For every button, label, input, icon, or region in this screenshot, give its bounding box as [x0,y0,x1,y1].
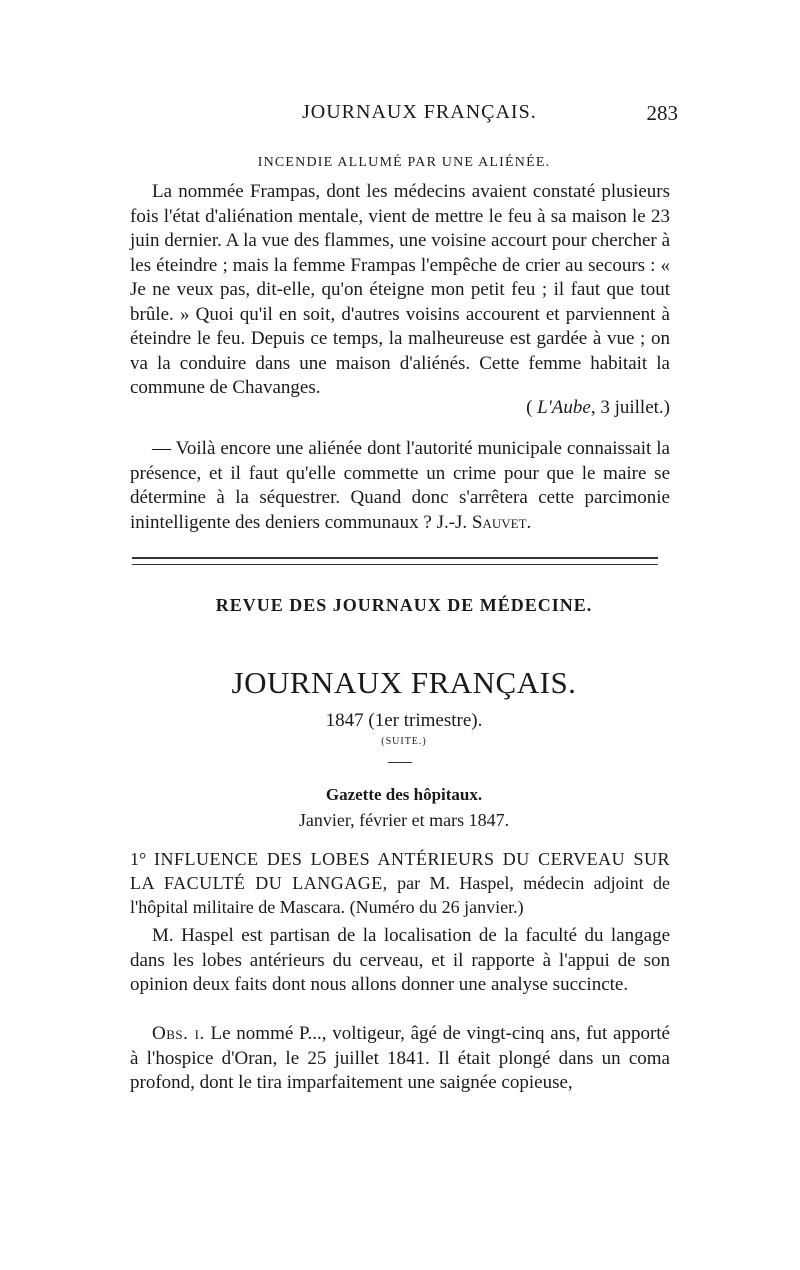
suite-label: (SUITE.) [381,736,427,747]
period-line: 1847 (1er trimestre). [325,710,483,731]
incendie-paragraph: La nommée Frampas, dont les médecins avaient constaté plusieurs fois l'état d'aliénation mentale, vient de mettre le feu à sa maison le 23 juin dernier. A la vue des flammes, une voisine accourt pour chercher à les éteindre ; mais la femme Frampas l'empêche de crier au secours : « Je ne veux pas, dit-elle, qu'on éteigne mon petit feu ; il faut que tout brûle. » Quoi qu'il en soit, d'autres voisins accourent et parviennent à éteindre le feu. Depuis ce temps, la malheureuse est gardée à vue ; on va la conduire dans une maison d'aliénés. Cette femme habitait la commune de Chavanges. [130,181,670,398]
article-heading-rest: par M. Haspel, médecin adjoint de l'hôpital militaire de Mascara. (Numéro du 26 janvier.) [130,873,670,917]
revue-title: REVUE DES JOURNAUX DE MÉDECINE. [215,595,593,615]
journaux-title: JOURNAUX FRANÇAIS. [231,665,577,700]
source-title: L'Aube [537,397,591,418]
observation-label: Obs. i. [152,1023,205,1044]
short-rule [388,762,412,763]
article-heading [130,847,670,919]
editorial-comment [130,437,670,535]
observation-text: Le nommé P..., voltigeur, âgé de vingt-cinq ans, fut apporté à l'hospice d'Oran, le 25 juillet 1841. Il était plongé dans un coma profond, dont le tira imparfaitement une saignée copieuse, [130,1023,670,1093]
article-number: 1° [130,849,147,869]
running-title: JOURNAUX FRANÇAIS. [302,101,537,123]
article-paragraph-1: M. Haspel est partisan de la localisation de la faculté du langage dans les lobes antérieurs du cerveau, et il rapporte à l'appui de son opinion deux faits dont nous allons donner une analyse succincte. [130,925,670,995]
gazette-title: Gazette des hôpitaux. [325,785,483,804]
page-number: 283 [646,101,678,125]
incendie-heading: INCENDIE ALLUMÉ PAR UNE ALIÉNÉE. [257,155,551,170]
article-heading-title: INFLUENCE DES LOBES ANTÉRIEURS DU CERVEAU SUR LA FACULTÉ DU LANGAGE, [130,849,671,893]
section-divider [132,557,658,565]
dates-line: Janvier, février et mars 1847. [298,810,510,830]
source-open: ( [526,397,538,418]
source-citation [130,397,670,419]
page-header [130,101,678,127]
signature: J.-J. Sauvet. [436,511,532,533]
comment-text: — Voilà encore une aliénée dont l'autorité municipale connaissait la présence, et il faut qu'elle commette un crime pour que le maire se détermine à la séquestrer. Quand donc s'arrêtera cette parcimonie inintelligente des deniers communaux ? [130,438,670,533]
source-close: , 3 juillet.) [590,397,670,418]
article-paragraph-2 [130,1022,670,1096]
